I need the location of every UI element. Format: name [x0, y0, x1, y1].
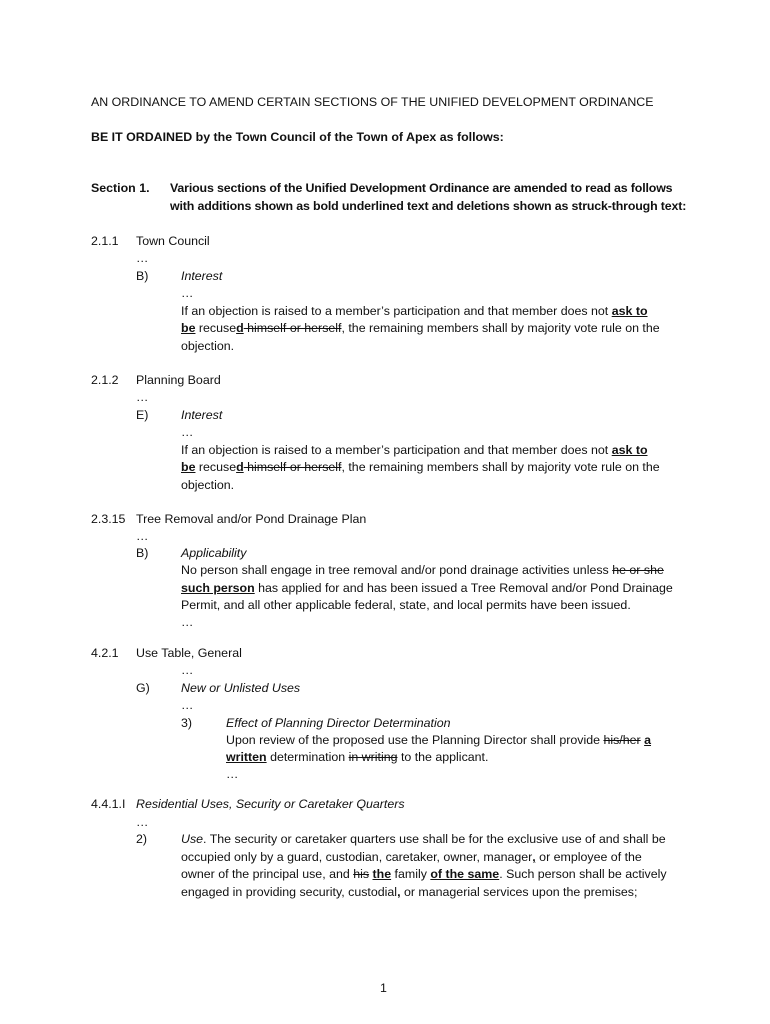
inserted-text: , — [532, 850, 536, 864]
deleted-text: his/her — [603, 733, 641, 747]
paragraph-line: objection. — [181, 478, 235, 492]
paragraph-line: If an objection is raised to a member’s participation and that member does not ask to — [181, 304, 648, 318]
ellipsis: … — [136, 529, 149, 543]
subitem-heading: Effect of Planning Director Determination — [226, 716, 451, 730]
inserted-text: of the same — [430, 867, 500, 881]
item-heading: New or Unlisted Uses — [181, 681, 301, 695]
inserted-text: the — [372, 867, 392, 881]
paragraph-line: owner of the principal use, and his the family of the same. Such person shall be actively — [181, 867, 667, 881]
paragraph-line: Use. The security or caretaker quarters use shall be for the exclusive use of and shall be — [181, 832, 666, 846]
item-label: 2) — [136, 832, 148, 846]
item-label: B) — [136, 546, 149, 560]
section-heading: Use Table, General — [136, 646, 242, 660]
inserted-text: , — [397, 885, 401, 899]
item-label: B) — [136, 269, 149, 283]
ellipsis: … — [181, 425, 194, 439]
ellipsis: … — [181, 615, 194, 629]
ellipsis: … — [226, 767, 239, 781]
item-label: G) — [136, 681, 150, 695]
ordinance-title: AN ORDINANCE TO AMEND CERTAIN SECTIONS OF THE UNIFIED DEVELOPMENT ORDINANCE — [91, 95, 654, 109]
paragraph-line: be recused himself or herself, the remaining members shall by majority vote rule on the — [181, 321, 660, 335]
ellipsis: … — [181, 698, 194, 712]
paragraph-line: If an objection is raised to a member’s participation and that member does not ask to — [181, 443, 648, 457]
deleted-text: he or she — [612, 563, 664, 577]
deleted-text: himself or herself — [243, 460, 342, 474]
paragraph-line: occupied only by a guard, custodian, caretaker, owner, manager, or employee of the — [181, 850, 642, 864]
ordained-statement: BE IT ORDAINED by the Town Council of the Town of Apex as follows: — [91, 130, 504, 144]
item-heading: Interest — [181, 408, 223, 422]
ellipsis: … — [181, 286, 194, 300]
paragraph-line: engaged in providing security, custodial, or managerial services upon the premises; — [181, 885, 638, 899]
section-number: 2.1.2 — [91, 373, 119, 387]
ellipsis: … — [181, 663, 194, 677]
inserted-text: ask to — [611, 443, 648, 457]
section-1-line-1: Various sections of the Unified Development Ordinance are amended to read as follows — [170, 181, 673, 195]
section-heading: Town Council — [136, 234, 210, 248]
section-number: 2.1.1 — [91, 234, 119, 248]
ellipsis: … — [136, 815, 149, 829]
section-1-label: Section 1. — [91, 181, 150, 195]
paragraph-line: be recused himself or herself, the remaining members shall by majority vote rule on the — [181, 460, 660, 474]
section-number: 4.4.1.I — [91, 797, 126, 811]
inserted-text: a — [644, 733, 652, 747]
section-heading: Tree Removal and/or Pond Drainage Plan — [136, 512, 367, 526]
section-number: 2.3.15 — [91, 512, 126, 526]
inserted-text: written — [226, 750, 267, 764]
deleted-text: himself or herself — [243, 321, 342, 335]
inserted-text: be — [181, 321, 196, 335]
paragraph-line: No person shall engage in tree removal and/or pond drainage activities unless he or she — [181, 563, 664, 577]
inserted-text: d — [236, 460, 244, 474]
item-heading: Applicability — [181, 546, 247, 560]
section-heading: Residential Uses, Security or Caretaker Quarters — [136, 797, 405, 811]
paragraph-line: Upon review of the proposed use the Planning Director shall provide his/her a — [226, 733, 652, 747]
inserted-text: be — [181, 460, 196, 474]
item-label: E) — [136, 408, 149, 422]
deleted-text: in writing — [348, 750, 398, 764]
section-number: 4.2.1 — [91, 646, 119, 660]
ellipsis: … — [136, 390, 149, 404]
deleted-text: his — [353, 867, 370, 881]
paragraph-line: objection. — [181, 339, 235, 353]
page-number: 1 — [380, 981, 387, 995]
item-heading: Interest — [181, 269, 223, 283]
inserted-text: such person — [181, 581, 255, 595]
inserted-text: d — [236, 321, 244, 335]
section-heading: Planning Board — [136, 373, 221, 387]
paragraph-line: written determination in writing to the applicant. — [226, 750, 489, 764]
section-1-line-2: with additions shown as bold underlined text and deletions shown as struck-through text: — [170, 199, 687, 213]
paragraph-line: Permit, and all other applicable federal, state, and local permits have been issued. — [181, 598, 631, 612]
ellipsis: … — [136, 251, 149, 265]
inserted-text: ask to — [611, 304, 648, 318]
paragraph-line: such person has applied for and has been issued a Tree Removal and/or Pond Drainage — [181, 581, 673, 595]
subitem-label: 3) — [181, 716, 193, 730]
